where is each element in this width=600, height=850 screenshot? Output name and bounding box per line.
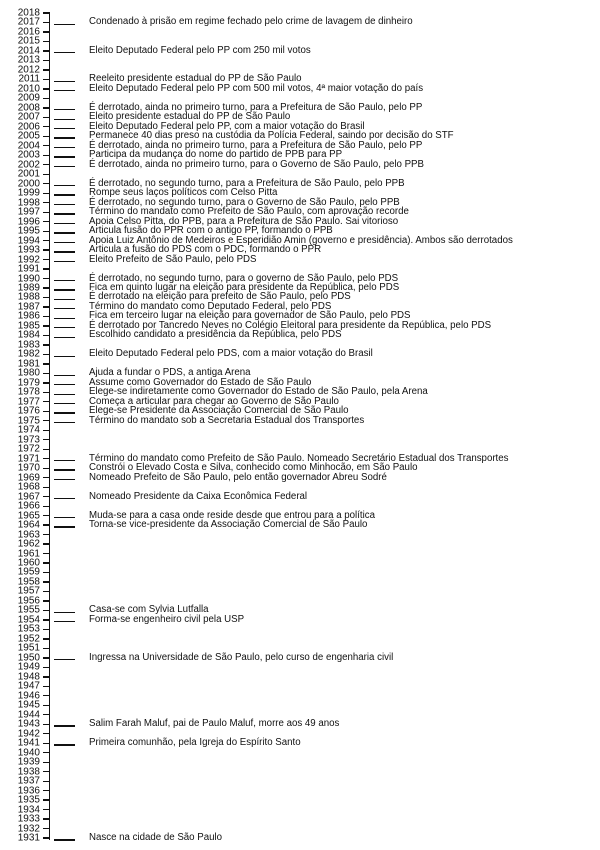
year-label: 1977 [17, 396, 40, 408]
year-tick [43, 837, 49, 838]
year-label: 1958 [17, 576, 40, 588]
event-leader-line [54, 479, 75, 480]
year-label: 1932 [17, 823, 40, 835]
year-label: 1997 [17, 206, 40, 218]
event-leader-line [54, 289, 75, 290]
year-label: 1936 [17, 785, 40, 797]
year-label: 1972 [17, 443, 40, 455]
year-tick [43, 259, 49, 260]
year-label: 2014 [17, 45, 40, 57]
year-label: 2017 [17, 16, 40, 28]
event-leader-line [54, 327, 75, 328]
year-tick [43, 363, 49, 364]
event-label: Apoia Luiz Antônio de Medeiros e Esperidião Amin (governo e presidência). Ambos são derrotados [89, 234, 513, 246]
event-label: Fica em quinto lugar na eleição para presidente da República, pelo PDS [89, 282, 400, 293]
year-label: 1990 [17, 273, 40, 285]
event-leader-line [54, 242, 75, 243]
event-leader-line [54, 280, 75, 281]
year-label: 1964 [17, 519, 40, 531]
event-label: Fica em terceiro lugar na eleição para governador de São Paulo, pelo PDS [89, 310, 411, 322]
event-leader-line [54, 109, 75, 110]
event-label: Muda-se para a casa onde reside desde que entrou para a política [89, 509, 375, 521]
year-label: 1949 [17, 661, 40, 673]
event-label: Salim Farah Maluf, pai de Paulo Maluf, morre aos 49 anos [89, 718, 340, 730]
year-label: 2008 [17, 102, 40, 114]
event-label: Nomeado Prefeito de São Paulo, pelo então governador Abreu Sodré [89, 471, 387, 483]
year-label: 1998 [17, 197, 40, 209]
year-label: 1983 [17, 339, 40, 351]
event-leader-line [54, 232, 75, 233]
year-tick [43, 487, 49, 488]
event-label: Término do mandato como Deputado Federal, pelo PDS [89, 300, 332, 312]
year-tick [43, 638, 49, 639]
year-tick [43, 325, 49, 326]
year-tick [43, 496, 49, 497]
year-label: 1996 [17, 216, 40, 228]
event-leader-line [54, 612, 75, 613]
event-label: Ajuda a fundar o PDS, a antiga Arena [89, 367, 251, 379]
year-tick [43, 581, 49, 582]
year-tick [43, 468, 49, 469]
year-label: 1975 [17, 415, 40, 427]
year-label: 1961 [17, 548, 40, 560]
year-label: 1999 [17, 187, 40, 199]
year-tick [43, 506, 49, 507]
year-label: 1974 [17, 424, 40, 436]
year-tick [43, 420, 49, 421]
event-label: É derrotado, no segundo turno, para a Prefeitura de São Paulo, pelo PPB [89, 177, 405, 189]
event-label: Rompe seus laços políticos com Celso Pitta [89, 187, 278, 199]
year-label: 1976 [17, 405, 40, 417]
year-tick [43, 202, 49, 203]
year-tick [43, 88, 49, 89]
event-leader-line [54, 422, 75, 423]
year-tick [43, 136, 49, 137]
event-label: É derrotado, ainda no primeiro turno, para o Governo de São Paulo, pelo PPB [89, 158, 424, 170]
year-label: 1973 [17, 434, 40, 446]
year-label: 1955 [17, 604, 40, 616]
year-label: 1934 [17, 804, 40, 816]
year-tick [43, 714, 49, 715]
event-label: Ingressa na Universidade de São Paulo, pelo curso de engenharia civil [89, 651, 394, 663]
year-label: 1935 [17, 794, 40, 806]
event-leader-line [54, 460, 75, 461]
year-tick [43, 600, 49, 601]
event-label: Elege-se Presidente da Associação Comercial de São Paulo [89, 405, 349, 417]
year-tick [43, 117, 49, 118]
year-label: 1933 [17, 813, 40, 825]
year-label: 2001 [17, 168, 40, 180]
year-label: 1988 [17, 291, 40, 303]
year-tick [43, 79, 49, 80]
event-leader-line [54, 839, 75, 840]
year-tick [43, 743, 49, 744]
year-tick [43, 60, 49, 61]
year-label: 2006 [17, 121, 40, 133]
event-leader-line [54, 308, 75, 309]
event-label: É derrotado, no segundo turno, para o governo de São Paulo, pelo PDS [89, 272, 399, 284]
event-label: Eleito Prefeito de São Paulo, pelo PDS [89, 253, 257, 265]
year-tick [43, 733, 49, 734]
year-label: 1981 [17, 358, 40, 370]
year-tick [43, 69, 49, 70]
year-tick [43, 562, 49, 563]
year-tick [43, 344, 49, 345]
year-tick [43, 686, 49, 687]
year-tick [43, 477, 49, 478]
year-tick [43, 50, 49, 51]
event-label: É derrotado, ainda no primeiro turno, para a Prefeitura de São Paulo, pelo PP [89, 101, 423, 113]
year-label: 1940 [17, 747, 40, 759]
year-tick [43, 439, 49, 440]
year-tick [43, 430, 49, 431]
year-label: 1953 [17, 623, 40, 635]
event-leader-line [54, 517, 75, 518]
year-tick [43, 818, 49, 819]
event-leader-line [54, 659, 75, 660]
year-label: 1956 [17, 595, 40, 607]
year-label: 1948 [17, 671, 40, 683]
event-leader-line [54, 81, 75, 82]
year-label: 1970 [17, 462, 40, 474]
year-label: 1937 [17, 775, 40, 787]
year-tick [43, 373, 49, 374]
event-label: É derrotado, no segundo turno, para o Governo de São Paulo, pelo PPB [89, 196, 400, 208]
year-tick [43, 221, 49, 222]
event-label: Torna-se vice-presidente da Associação Comercial de São Paulo [89, 519, 368, 531]
year-label: 1987 [17, 301, 40, 313]
event-leader-line [54, 318, 75, 319]
year-label: 1985 [17, 320, 40, 332]
event-leader-line [54, 356, 75, 357]
year-label: 1962 [17, 538, 40, 550]
year-tick [43, 458, 49, 459]
year-tick [43, 392, 49, 393]
year-tick [43, 534, 49, 535]
year-label: 2005 [17, 130, 40, 142]
year-tick [43, 515, 49, 516]
year-tick [43, 212, 49, 213]
year-tick [43, 12, 49, 13]
year-label: 1942 [17, 728, 40, 740]
event-leader-line [54, 223, 75, 224]
year-tick [43, 354, 49, 355]
year-tick [43, 268, 49, 269]
year-label: 1979 [17, 377, 40, 389]
year-label: 1946 [17, 690, 40, 702]
event-label: Elege-se indiretamente como Governador do Estado de São Paulo, pela Arena [89, 386, 428, 398]
year-tick [43, 155, 49, 156]
year-label: 1991 [17, 263, 40, 275]
year-tick [43, 610, 49, 611]
year-tick [43, 790, 49, 791]
event-label: Término do mandato sob a Secretaria Estadual dos Transportes [89, 414, 365, 426]
year-label: 1995 [17, 225, 40, 237]
year-label: 1980 [17, 367, 40, 379]
year-label: 1945 [17, 699, 40, 711]
event-label: Assume como Governador do Estado de São Paulo [89, 376, 312, 388]
event-leader-line [54, 375, 75, 376]
year-tick [43, 98, 49, 99]
year-tick [43, 809, 49, 810]
year-tick [43, 41, 49, 42]
year-label: 1966 [17, 500, 40, 512]
event-label: Permanece 40 dias preso na custódia da Polícia Federal, saindo por decisão do STF [89, 130, 454, 142]
year-label: 1959 [17, 566, 40, 578]
year-tick [43, 174, 49, 175]
year-tick [43, 126, 49, 127]
year-label: 2015 [17, 35, 40, 47]
event-leader-line [54, 337, 75, 338]
year-label: 1965 [17, 510, 40, 522]
year-tick [43, 724, 49, 725]
year-label: 1944 [17, 709, 40, 721]
year-label: 2010 [17, 83, 40, 95]
year-tick [43, 799, 49, 800]
event-leader-line [54, 299, 75, 300]
event-label: Término do mandato como Prefeito de São Paulo, com aprovação recorde [89, 206, 409, 218]
year-tick [43, 828, 49, 829]
year-label: 1971 [17, 453, 40, 465]
event-label: Eleito Deputado Federal pelo PP, com a maior votação do Brasil [89, 120, 365, 132]
year-label: 1951 [17, 642, 40, 654]
event-label: É derrotado, ainda no primeiro turno, para a Prefeitura de São Paulo, pelo PP [89, 139, 423, 151]
year-label: 2009 [17, 92, 40, 104]
event-leader-line [54, 394, 75, 395]
event-leader-line [54, 412, 75, 413]
event-leader-line [54, 403, 75, 404]
year-label: 1941 [17, 737, 40, 749]
year-label: 1993 [17, 244, 40, 256]
year-label: 2002 [17, 159, 40, 171]
event-label: Eleito Deputado Federal pelo PDS, com a maior votação do Brasil [89, 348, 373, 360]
year-label: 2018 [17, 7, 40, 19]
year-label: 1950 [17, 652, 40, 664]
year-tick [43, 629, 49, 630]
year-tick [43, 306, 49, 307]
year-label: 1954 [17, 614, 40, 626]
event-label: É derrotado por Tancredo Neves no Colégio Eleitoral para presidente da República, pelo PDS [89, 319, 492, 331]
year-label: 2000 [17, 178, 40, 190]
event-leader-line [54, 119, 75, 120]
event-label: Término do mandato como Prefeito de São Paulo. Nomeado Secretário Estadual dos Transportes [89, 452, 509, 464]
year-tick [43, 781, 49, 782]
event-leader-line [54, 147, 75, 148]
year-tick [43, 695, 49, 696]
event-leader-line [54, 469, 75, 470]
year-label: 1938 [17, 766, 40, 778]
event-leader-line [54, 185, 75, 186]
event-label: Constrói o Elevado Costa e Silva, conhecido como Minhocão, em São Paulo [89, 462, 418, 474]
event-label: Primeira comunhão, pela Igreja do Espírito Santo [89, 737, 301, 749]
year-label: 1963 [17, 529, 40, 541]
year-tick [43, 762, 49, 763]
year-label: 1947 [17, 680, 40, 692]
event-label: Articula fusão do PPR com o antigo PP, formando o PPB [89, 225, 333, 237]
year-tick [43, 648, 49, 649]
year-tick [43, 107, 49, 108]
year-tick [43, 553, 49, 554]
event-leader-line [54, 194, 75, 195]
year-tick [43, 31, 49, 32]
event-leader-line [54, 621, 75, 622]
year-label: 2013 [17, 54, 40, 66]
year-label: 2016 [17, 26, 40, 38]
year-label: 1982 [17, 348, 40, 360]
year-tick [43, 240, 49, 241]
year-tick [43, 183, 49, 184]
year-label: 1969 [17, 472, 40, 484]
year-label: 1943 [17, 718, 40, 730]
year-tick [43, 287, 49, 288]
year-tick [43, 22, 49, 23]
year-label: 2012 [17, 64, 40, 76]
year-tick [43, 249, 49, 250]
year-tick [43, 771, 49, 772]
event-leader-line [54, 128, 75, 129]
year-tick [43, 193, 49, 194]
event-leader-line [54, 526, 75, 527]
event-leader-line [54, 24, 75, 25]
event-leader-line [54, 725, 75, 726]
event-leader-line [54, 156, 75, 157]
year-tick [43, 231, 49, 232]
event-label: Nomeado Presidente da Caixa Econômica Federal [89, 490, 308, 502]
year-label: 1978 [17, 386, 40, 398]
year-label: 1960 [17, 557, 40, 569]
event-label: Começa a articular para chegar ao Governo de São Paulo [89, 395, 339, 407]
event-leader-line [54, 52, 75, 53]
event-label: Nasce na cidade de São Paulo [89, 832, 223, 844]
year-tick [43, 572, 49, 573]
year-label: 1957 [17, 585, 40, 597]
year-tick [43, 543, 49, 544]
year-label: 2004 [17, 140, 40, 152]
year-label: 2011 [18, 73, 40, 85]
year-tick [43, 657, 49, 658]
event-label: Participa da mudança do nome do partido de PPB para PP [89, 149, 343, 161]
event-label: Escolhido candidato a presidência da República, pelo PDS [89, 329, 342, 341]
event-leader-line [54, 261, 75, 262]
year-tick [43, 411, 49, 412]
event-label: Articula a fusão do PDS com o PDC, formando o PPR [89, 244, 322, 256]
year-label: 1984 [17, 329, 40, 341]
year-tick [43, 401, 49, 402]
year-tick [43, 335, 49, 336]
year-tick [43, 705, 49, 706]
event-label: Apoia Celso Pitta, do PPB, para a Prefeitura de São Paulo. Sai vitorioso [89, 215, 399, 227]
year-tick [43, 145, 49, 146]
event-label: Forma-se engenheiro civil pela USP [89, 613, 245, 625]
year-tick [43, 164, 49, 165]
event-label: Reeleito presidente estadual do PP de São Paulo [89, 73, 302, 85]
event-label: Eleito Deputado Federal pelo PP com 500 mil votos, 4ª maior votação do país [89, 82, 424, 94]
event-label: É derrotado na eleição para prefeito de São Paulo, pelo PDS [89, 291, 351, 303]
event-leader-line [54, 166, 75, 167]
year-label: 1992 [17, 254, 40, 266]
event-leader-line [54, 498, 75, 499]
event-label: Eleito presidente estadual do PP de São Paulo [89, 111, 291, 123]
event-leader-line [54, 213, 75, 214]
year-label: 1952 [17, 633, 40, 645]
year-label: 1986 [17, 310, 40, 322]
year-tick [43, 297, 49, 298]
year-tick [43, 382, 49, 383]
event-label: Casa-se com Sylvia Lutfalla [89, 604, 209, 616]
event-leader-line [54, 137, 75, 138]
year-tick [43, 591, 49, 592]
year-label: 1994 [17, 235, 40, 247]
year-label: 1939 [17, 756, 40, 768]
year-tick [43, 524, 49, 525]
event-leader-line [54, 384, 75, 385]
event-label: Condenado à prisão em regime fechado pelo crime de lavagem de dinheiro [89, 16, 413, 28]
year-label: 2003 [17, 149, 40, 161]
year-tick [43, 449, 49, 450]
event-label: Eleito Deputado Federal pelo PP com 250 mil votos [89, 44, 311, 56]
event-leader-line [54, 744, 75, 745]
year-label: 1968 [17, 481, 40, 493]
year-tick [43, 619, 49, 620]
year-tick [43, 316, 49, 317]
event-leader-line [54, 90, 75, 91]
event-leader-line [54, 204, 75, 205]
year-tick [43, 278, 49, 279]
year-tick [43, 667, 49, 668]
year-tick [43, 752, 49, 753]
year-label: 2007 [17, 111, 40, 123]
event-leader-line [54, 251, 75, 252]
year-label: 1989 [17, 282, 40, 294]
year-tick [43, 676, 49, 677]
year-label: 1967 [17, 491, 40, 503]
year-label: 1931 [17, 832, 40, 844]
